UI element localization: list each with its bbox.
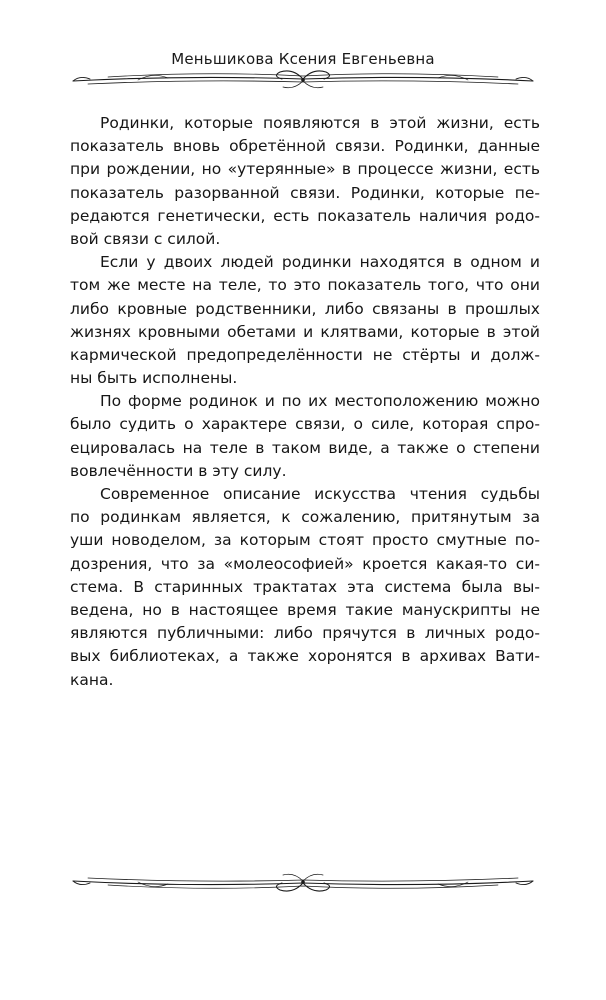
text-line: кармической предопределённости не стёрты и долж- — [70, 345, 540, 364]
text-line: ецировалась на теле в таком виде, а также о степени — [70, 438, 540, 457]
paragraph — [70, 112, 540, 251]
text-line: Родинки, которые появляются в этой жизни, есть — [100, 114, 540, 132]
text-line: жизнях кровными обетами и клятвами, которые в этой — [70, 322, 540, 341]
page-header-author: Меньшикова Ксения Евгеньевна — [171, 50, 435, 68]
text-line: ведена, но в настоящее время такие манускрипты не — [70, 600, 540, 619]
text-line: Если у двоих людей родинки находятся в одном и — [100, 253, 540, 272]
text-line: кана. — [70, 670, 114, 689]
text-line: показатель вновь обретённой связи. Родинки, данные — [70, 137, 540, 156]
paragraph — [70, 390, 540, 483]
text-line: ны быть исполнены. — [70, 369, 238, 388]
bottom-ornament-divider — [68, 862, 538, 902]
text-line: Современное описание искусства чтения судьбы — [100, 485, 540, 503]
body-text — [70, 112, 540, 692]
text-line: стема. В старинных трактатах эта система была вы- — [70, 577, 540, 596]
text-line: было судить о характере связи, о силе, которая спро- — [70, 415, 540, 434]
text-line: вой связи с силой. — [70, 229, 221, 248]
paragraph — [70, 251, 540, 390]
text-line: при рождении, но «утерянные» в процессе жизни, есть — [70, 160, 540, 179]
text-line: по родинкам является, к сожалению, притянутым за — [70, 508, 540, 527]
text-line: вовлечённости в эту силу. — [70, 461, 287, 480]
text-line: вых библиотеках, а также хоронятся в архивах Вати- — [70, 647, 540, 666]
text-line: являются публичными: либо прячутся в личных родо- — [70, 624, 540, 643]
text-line: том же месте на теле, то это показатель того, что они — [70, 276, 540, 295]
text-line: дозрения, что за «молеософией» кроется какая-то си- — [70, 554, 540, 573]
text-line: редаются генетически, есть показатель наличия родо- — [70, 206, 540, 225]
text-line: По форме родинок и по их местоположению можно — [100, 392, 540, 411]
paragraph — [70, 483, 540, 692]
text-line: показатель разорванной связи. Родинки, которые пе- — [70, 183, 540, 202]
text-line: либо кровные родственники, либо связаны в прошлых — [70, 299, 540, 318]
text-line: уши новоделом, за которым стоят просто смутные по- — [70, 531, 540, 550]
top-ornament-divider — [68, 60, 538, 100]
